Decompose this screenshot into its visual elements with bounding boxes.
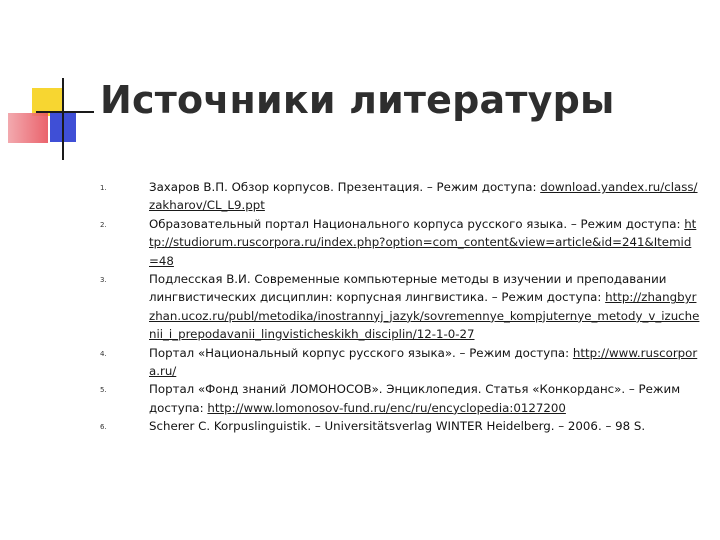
- reference-link[interactable]: http://zhangbyrzhan.ucoz.ru/publ/metodika/inostrannyj_jazyk/sovremennye_kompjuternye_metody_v_izuchenii_i_prepodavanii_lingvisticheskikh_disciplin/12-1-0-27: [149, 290, 700, 342]
- reference-item-6: [100, 417, 700, 435]
- reference-number: 2.: [100, 220, 107, 229]
- reference-item-1: [100, 178, 700, 215]
- reference-item-4: [100, 344, 700, 381]
- reference-link[interactable]: download.yandex.ru/class/zakharov/CL_L9.ppt: [149, 180, 698, 213]
- reference-text: Портал «Фонд знаний ЛОМОНОСОВ». Энциклопедия. Статья «Конкорданс». – Режим доступа:: [149, 382, 681, 415]
- reference-link[interactable]: http://www.lomonosov-fund.ru/enc/ru/encyclopedia:0127200: [207, 400, 566, 415]
- reference-text: Подлесская В.И. Современные компьютерные методы в изучении и преподавании лингвистических дисциплин: корпусная лингвистика. – Режим доступа:: [149, 272, 667, 305]
- decorative-horizontal-line: [36, 111, 94, 113]
- reference-item-3: [100, 270, 700, 344]
- reference-list: [100, 178, 700, 436]
- reference-number: 4.: [100, 349, 107, 358]
- decorative-vertical-line: [62, 78, 64, 160]
- reference-link[interactable]: http://www.ruscorpora.ru/: [149, 345, 698, 379]
- reference-text: Scherer C. Korpuslinguistik. – Universitätsverlag WINTER Heidelberg. – 2006. – 98 S.: [149, 419, 646, 434]
- reference-link[interactable]: http://studiorum.ruscorpora.ru/index.php?option=com_content&view=article&id=241&Itemid=48: [149, 216, 697, 268]
- reference-text: Портал «Национальный корпус русского языка». – Режим доступа:: [149, 345, 573, 360]
- reference-number: 3.: [100, 276, 107, 285]
- reference-number: 5.: [100, 386, 107, 395]
- slide-title: Источники литературы: [100, 78, 615, 122]
- reference-item-2: [100, 215, 700, 270]
- reference-text: Образовательный портал Национального корпуса русского языка. – Режим доступа:: [149, 216, 685, 231]
- reference-number: 1.: [100, 184, 107, 192]
- decorative-red-square: [8, 113, 48, 143]
- reference-number: 6.: [100, 423, 107, 432]
- reference-item-5: [100, 380, 700, 417]
- reference-text: Захаров В.П. Обзор корпусов. Презентация. – Режим доступа:: [149, 180, 541, 194]
